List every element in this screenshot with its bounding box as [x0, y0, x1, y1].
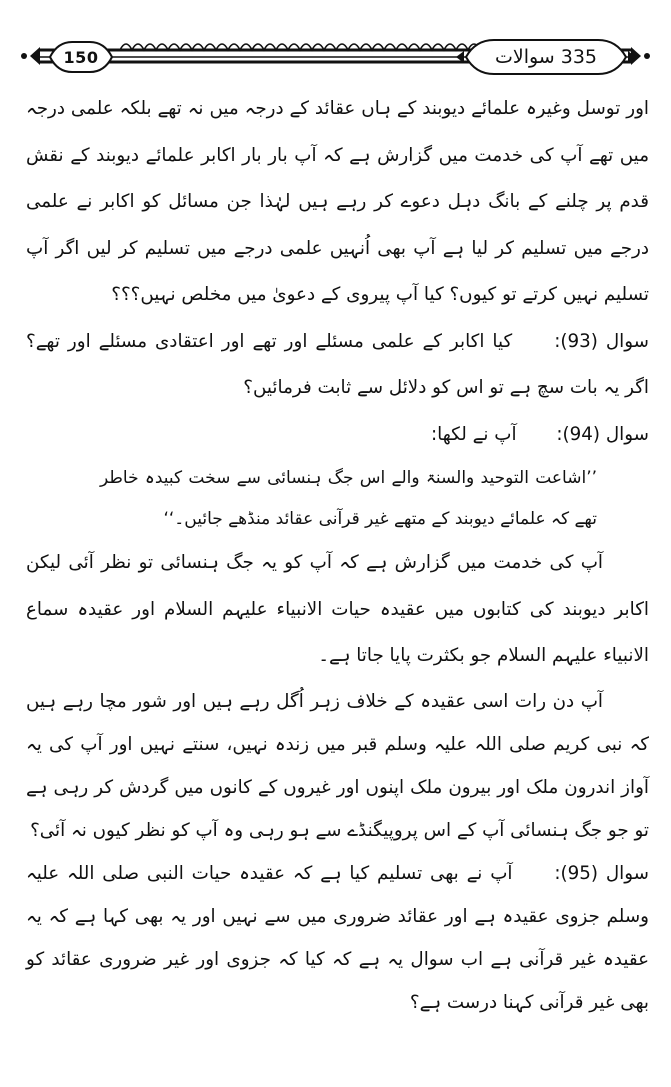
paragraph-3: [26, 680, 649, 852]
book-title-plate: [466, 40, 626, 74]
book-title: 335 سوالات: [494, 46, 598, 68]
question-93: [26, 319, 649, 412]
page-content: [26, 86, 649, 1024]
question-93-label: سوال (93):: [554, 330, 649, 352]
page-number: 150: [63, 47, 99, 67]
paragraph-1: اور توسل وغیرہ علمائے دیوبند کے ہاں عقائد کے درجہ میں نہ تھے بلکہ علمی درجہ میں تھے آپ کی خدمت میں گزارش ہے کہ آپ بار بار اکابر علمائے دیوبند کے نقش قدم پر چلنے کے بانگ دہل دعوے کر رہے ہیں لہٰذا جن مسائل کو اکابر نے علمی درجے میں تسلیم کر لیا ہے آپ بھی اُنہیں علمی درجے میں تسلیم کر لیں اگر آپ تسلیم نہیں کرتے تو کیوں؟ کیا آپ پیروی کے دعویٰ میں مخلص نہیں؟؟؟: [26, 98, 649, 305]
paragraph-2: [26, 540, 649, 680]
paragraph-2-text: آپ کی خدمت میں گزارش ہے کہ آپ کو یہ جگ ہنسائی تو نظر آئی لیکن اکابر دیوبند کی کتابوں میں عقیدہ حیات الانبیاء علیہم السلام اور عقیدہ سماع الانبیاء علیہم السلام جو بکثرت پایا جاتا ہے۔: [26, 552, 649, 666]
page-number-plate: [50, 42, 112, 72]
block-quote: ’’اشاعت التوحید والسنۃ والے اس جگ ہنسائی سے سخت کبیدہ خاطر تھے کہ علمائے دیوبند کے متھے غیر قرآنی عقائد منڈھے جائیں۔‘‘: [100, 468, 597, 529]
question-95: [26, 852, 649, 1024]
question-93-text: کیا اکابر کے علمی مسئلے اور تھے اور اعتقادی مسئلے اور تھے؟ اگر یہ بات سچ ہے تو اس کو دلائل سے ثابت فرمائیں؟: [26, 330, 649, 398]
page-header: [0, 0, 671, 95]
question-94-text: آپ نے لکھا:: [431, 423, 517, 445]
paragraph-3-text: آپ دن رات اسی عقیدہ کے خلاف زہر اُگل رہے ہیں اور شور مچا رہے ہیں کہ نبی کریم صلی اللہ علیہ وسلم قبر میں زندہ نہیں، سنتے نہیں اور آپ کی یہ آواز اندرون ملک اور بیرون ملک اپنوں اور غیروں کے کانوں میں گردش کر رہی ہے تو جو جگ ہنسائی آپ کے اس پروپیگنڈے سے ہو رہی وہ آپ کو نظر کیوں نہ آئی؟: [26, 690, 649, 841]
question-95-text: آپ نے بھی تسلیم کیا ہے کہ عقیدہ حیات النبی صلی اللہ علیہ وسلم جزوی عقیدہ ہے اور عقائد ضروری میں سے نہیں اور یہ بھی کہا ہے کہ یہ عقیدہ غیر قرآنی ہے اب سوال یہ ہے کہ کیا کہ جزوی اور غیر ضروری عقائد کو بھی غیر قرآنی کہنا درست ہے؟: [26, 862, 649, 1013]
question-94-label: سوال (94):: [556, 423, 649, 445]
question-95-label: سوال (95):: [554, 862, 649, 884]
question-94: [26, 412, 649, 459]
